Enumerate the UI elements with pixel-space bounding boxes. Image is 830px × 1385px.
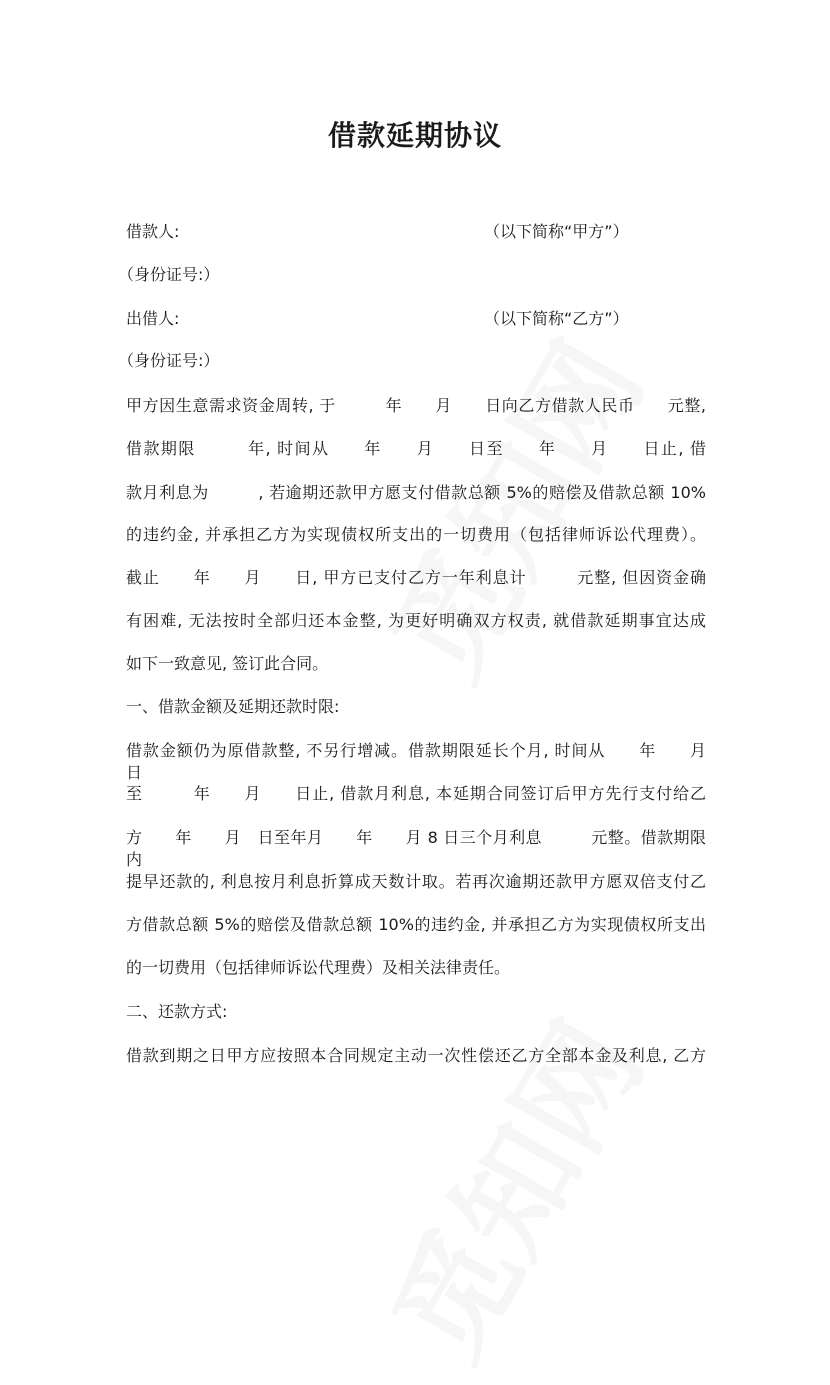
paragraph-line: 截止 年 月 日, 甲方已支付乙方一年利息计 元整, 但因资金确 [126,568,706,587]
paragraph-line: 借款金额仍为原借款整, 不另行增减。借款期限延长个月, 时间从 年 月 日 [126,741,723,782]
section-heading-1: 一、借款金额及延期还款时限: [126,697,340,716]
paragraph-line: 提早还款的, 利息按月利息折算成天数计取。若再次逾期还款甲方愿双倍支付乙 [126,872,706,891]
lender-line [126,308,706,330]
paragraph-line: 的违约金, 并承担乙方为实现债权所支出的一切费用（包括律师诉讼代理费）。 [126,525,706,544]
borrower-label: 借款人: [126,222,180,241]
document-title: 借款延期协议 [327,119,502,152]
borrower-line [126,221,706,243]
lender-id: （身份证号:） [118,351,220,370]
paragraph-line: 借款到期之日甲方应按照本合同规定主动一次性偿还乙方全部本金及利息, 乙方 [126,1046,706,1065]
paragraph-line: 甲方因生意需求资金周转, 于 年 月 日向乙方借款人民币 元整, [126,396,706,415]
party-b-note: （以下简称“乙方”） [484,309,629,328]
party-a-note: （以下简称“甲方”） [484,222,629,241]
paragraph-line: 如下一致意见, 签订此合同。 [126,654,329,673]
section-heading-2: 二、还款方式: [126,1002,228,1021]
paragraph-line: 方 年 月 日至年月 年 月 8 日三个月利息 元整。借款期限内 [126,828,706,869]
borrower-id: （身份证号:） [118,265,220,284]
paragraph-line: 借款期限 年, 时间从 年 月 日至 年 月 日止, 借 [126,439,706,458]
paragraph-line: 至 年 月 日止, 借款月利息, 本延期合同签订后甲方先行支付给乙 [126,784,706,803]
paragraph-line: 的一切费用（包括律师诉讼代理费）及相关法律责任。 [126,958,511,977]
paragraph-line: 方借款总额 5%的赔偿及借款总额 10%的违约金, 并承担乙方为实现债权所支出 [126,915,706,934]
paragraph-line: 有困难, 无法按时全部归还本金整, 为更好明确双方权责, 就借款延期事宜达成 [126,611,706,630]
lender-label: 出借人: [126,309,180,328]
paragraph-line: 款月利息为 , 若逾期还款甲方愿支付借款总额 5%的赔偿及借款总额 10% [126,483,706,502]
